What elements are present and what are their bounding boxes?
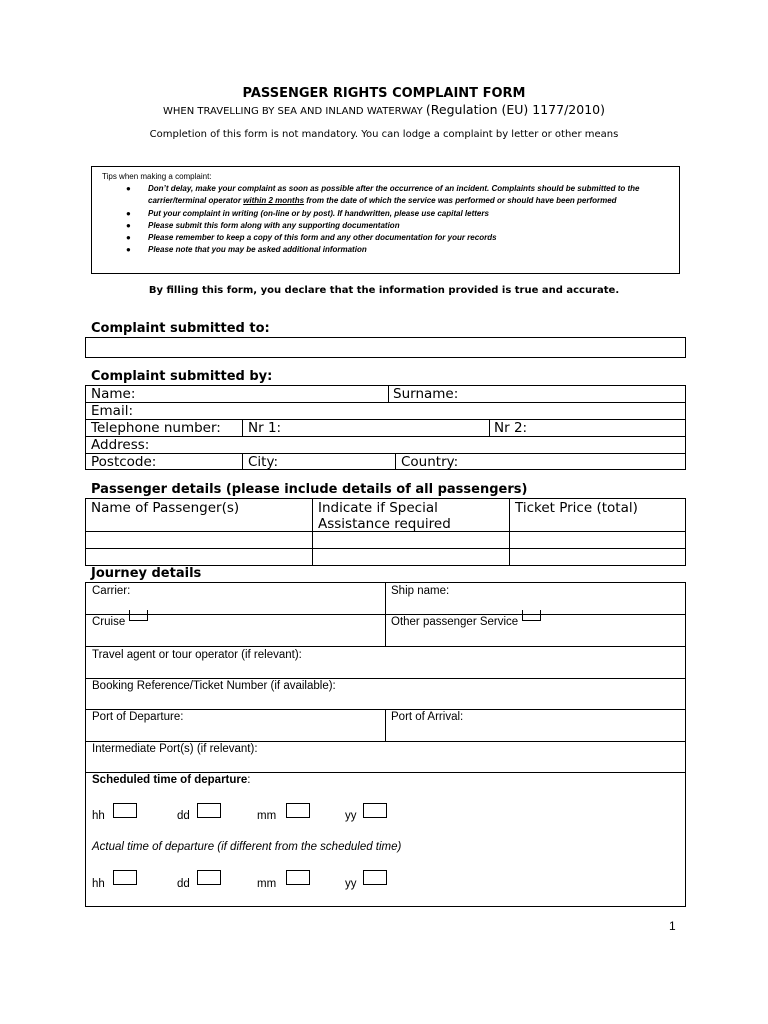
email-field[interactable]: Email: [91, 403, 134, 419]
travel-agent-field[interactable]: Travel agent or tour operator (if relevant): [92, 649, 302, 661]
form-note: Completion of this form is not mandatory. You can lodge a complaint by letter or other means [149, 129, 619, 140]
other-service-option [391, 616, 541, 628]
bullet-icon: ● [126, 220, 131, 230]
tip-text: Don’t delay, make your complaint as soon as possible after the occurrence of an incident. Complaints should be submitted to the carrier/terminal operator [148, 184, 640, 206]
tips-list [126, 183, 666, 257]
address-field[interactable]: Address: [91, 437, 150, 453]
cruise-option [92, 616, 148, 628]
actual-hh-label: hh [92, 878, 105, 890]
scheduled-departure-text: Scheduled time of departure [92, 774, 248, 786]
sched-mm-box[interactable] [286, 803, 310, 818]
tip-text-end: from the date of which the service was performed or should have been performed [304, 196, 617, 206]
phone-nr2-field[interactable]: Nr 2: [494, 420, 528, 436]
actual-mm-label: mm [257, 878, 277, 890]
actual-yy-label: yy [345, 878, 357, 890]
name-field[interactable]: Name: [91, 386, 136, 402]
sched-hh-box[interactable] [113, 803, 137, 818]
tip-item [126, 232, 666, 244]
other-service-checkbox[interactable] [522, 610, 541, 621]
scheduled-departure-label [92, 774, 250, 786]
sched-hh-label: hh [92, 810, 105, 822]
passenger-name-cell[interactable] [86, 532, 312, 548]
city-field[interactable]: City: [248, 454, 279, 470]
actual-mm-box[interactable] [286, 870, 310, 885]
bullet-icon: ● [126, 208, 131, 218]
cruise-checkbox[interactable] [129, 610, 148, 621]
booking-reference-field[interactable]: Booking Reference/Ticket Number (if available): [92, 680, 336, 692]
carrier-field[interactable]: Carrier: [92, 585, 131, 597]
tip-text: Please remember to keep a copy of this form and any other documentation for your records [148, 233, 497, 243]
port-departure-field[interactable]: Port of Departure: [92, 711, 184, 723]
tip-text: Please note that you may be asked additional information [148, 245, 367, 255]
country-field[interactable]: Country: [401, 454, 459, 470]
journey-details-heading: Journey details [91, 566, 202, 581]
tips-heading: Tips when making a complaint: [102, 172, 212, 181]
intermediate-ports-field[interactable]: Intermediate Port(s) (if relevant): [92, 743, 258, 755]
actual-departure-label: Actual time of departure (if different from the scheduled time) [92, 841, 402, 853]
actual-dd-box[interactable] [197, 870, 221, 885]
telephone-label: Telephone number: [91, 420, 221, 436]
tip-text: Put your complaint in writing (on-line or by post). If handwritten, please use capital letters [148, 208, 489, 218]
sched-yy-label: yy [345, 810, 357, 822]
form-title: PASSENGER RIGHTS COMPLAINT FORM [242, 86, 526, 101]
sched-mm-label: mm [257, 810, 277, 822]
surname-field[interactable]: Surname: [393, 386, 459, 402]
submitted-by-table [85, 385, 686, 470]
submitted-by-heading: Complaint submitted by: [91, 369, 273, 384]
passenger-details-heading: Passenger details (please include details of all passengers) [91, 482, 528, 497]
subtitle-regulation: (Regulation (EU) 1177/2010) [425, 102, 605, 117]
bullet-icon: ● [126, 184, 131, 193]
page-number: 1 [669, 919, 676, 933]
scheduled-departure-colon: : [247, 774, 251, 786]
journey-table [85, 582, 686, 907]
tip-emphasis: within 2 months [243, 196, 305, 206]
tip-text: Please submit this form along with any supporting documentation [148, 220, 400, 230]
form-subtitle [0, 102, 768, 117]
declaration: By filling this form, you declare that the information provided is true and accurate. [148, 285, 620, 296]
tip-item [126, 244, 666, 256]
submitted-to-field[interactable] [85, 337, 686, 358]
col-special-assistance-line2: Assistance required [318, 516, 451, 532]
bullet-icon: ● [126, 233, 131, 243]
passenger-table [85, 498, 686, 566]
submitted-to-heading: Complaint submitted to: [91, 321, 270, 336]
actual-yy-box[interactable] [363, 870, 387, 885]
sched-dd-box[interactable] [197, 803, 221, 818]
port-arrival-field[interactable]: Port of Arrival: [391, 711, 464, 723]
bullet-icon: ● [126, 245, 131, 255]
tip-item [126, 220, 666, 232]
tip-item [126, 208, 666, 220]
sched-yy-box[interactable] [363, 803, 387, 818]
other-service-label: Other passenger Service [391, 616, 519, 628]
sched-dd-label: dd [177, 810, 190, 822]
tip-item [126, 183, 666, 208]
tips-box [91, 166, 680, 274]
actual-dd-label: dd [177, 878, 190, 890]
col-ticket-price: Ticket Price (total) [515, 500, 638, 516]
phone-nr1-field[interactable]: Nr 1: [248, 420, 282, 436]
col-special-assistance: Indicate if Special [318, 500, 438, 516]
cruise-label: Cruise [92, 616, 126, 628]
ship-name-field[interactable]: Ship name: [391, 585, 450, 597]
postcode-field[interactable]: Postcode: [91, 454, 157, 470]
actual-hh-box[interactable] [113, 870, 137, 885]
subtitle-main: WHEN TRAVELLING BY SEA AND INLAND WATERWAY [163, 106, 423, 117]
col-passenger-name: Name of Passenger(s) [91, 500, 240, 516]
passenger-name-cell[interactable] [86, 549, 312, 565]
